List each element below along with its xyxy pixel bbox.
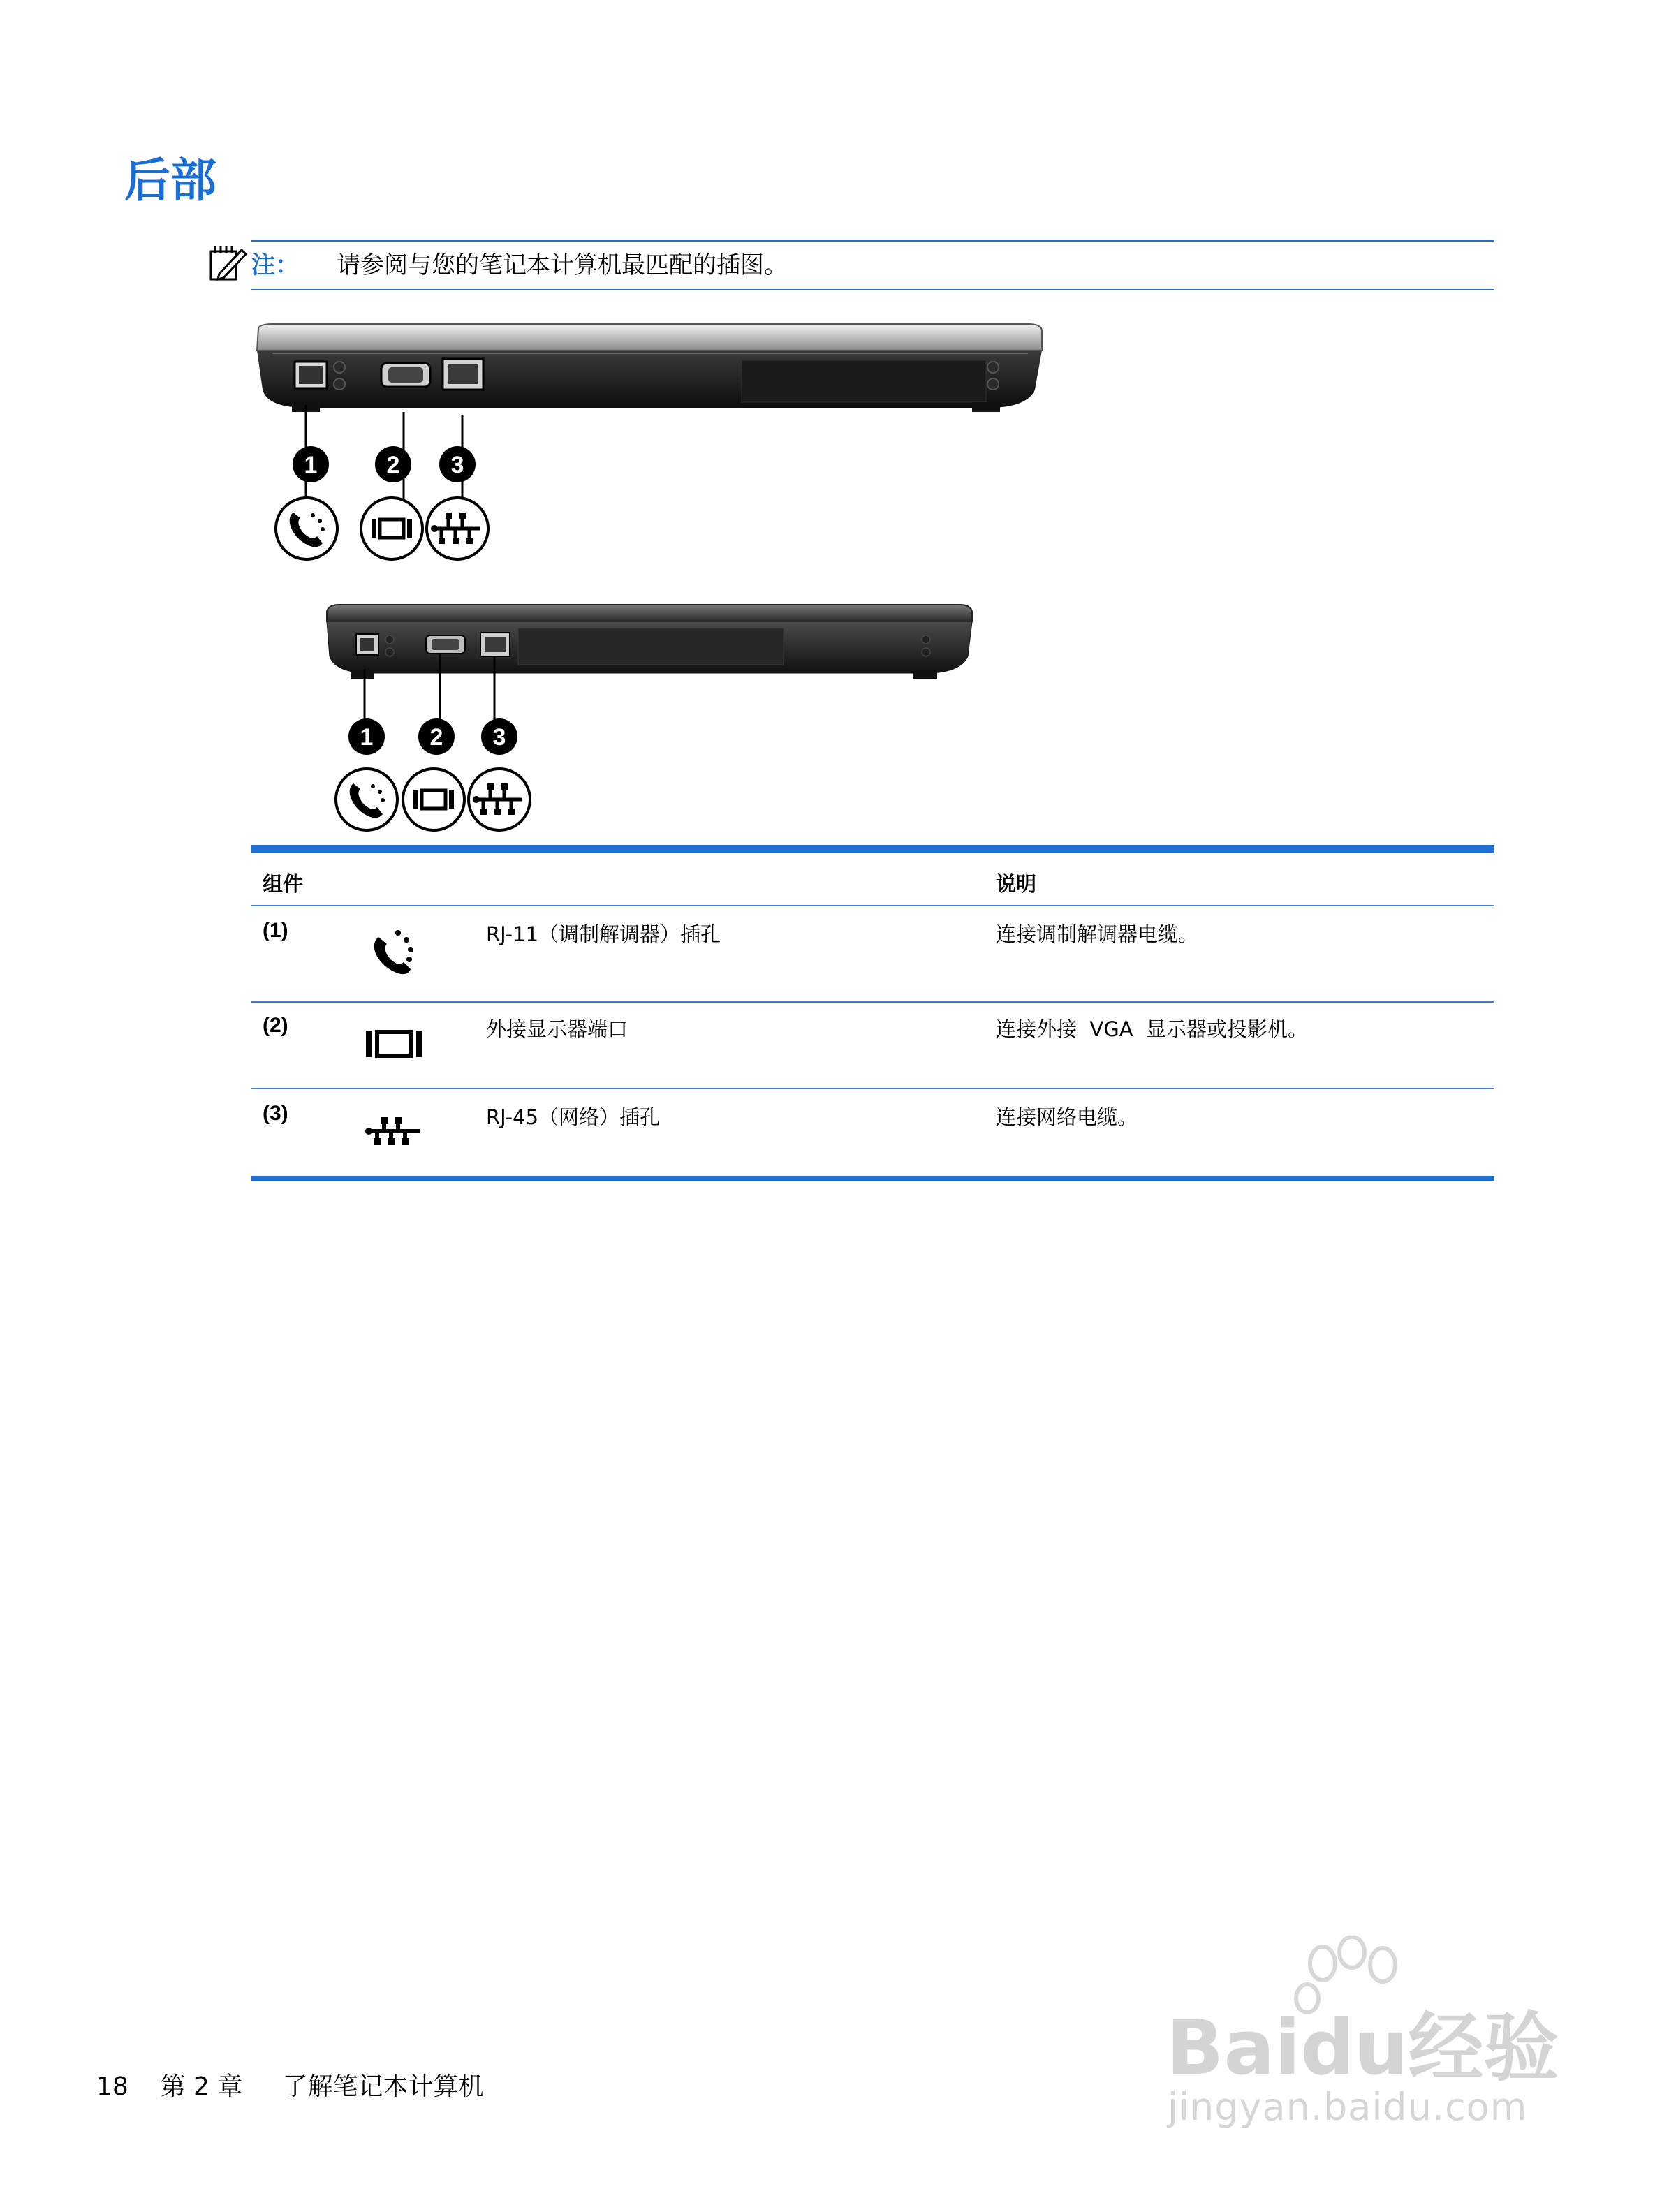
callout-1-fig2 [348,718,385,759]
table-row-rule [251,1088,1494,1089]
page-number: 18 [96,2072,128,2101]
chapter-label: 第 2 章 [160,2072,243,2101]
table-header-description: 说明 [996,872,1037,896]
row-number: (3) [263,1102,288,1125]
watermark-brand-b: du [1300,2005,1409,2092]
table-header-rule [251,905,1494,906]
row-number: (2) [263,1014,288,1037]
page-footer [96,2067,484,2102]
row-description: 连接调制解调器电缆。 [996,922,1199,946]
external-monitor-icon [365,1026,423,1065]
row-component-name: RJ-45（网络）插孔 [486,1105,661,1129]
callout-number: 1 [360,724,374,751]
table-top-bar [251,845,1494,853]
table-header-component: 组件 [263,872,304,896]
watermark-brand [1166,1987,1559,2095]
network-icon [365,1114,423,1151]
modem-phone-icon [274,496,339,565]
modem-phone-icon [367,924,426,984]
note-top-rule [251,240,1494,242]
callout-1-fig1 [292,445,330,487]
row-component-name: RJ-11（调制解调器）插孔 [486,922,721,946]
watermark-brand-c: 经验 [1408,2005,1559,2092]
external-monitor-icon [401,767,466,836]
callout-number: 1 [304,452,318,478]
callout-number: 3 [492,724,506,751]
callout-number: 3 [450,452,464,478]
table-row-rule [251,1001,1494,1003]
note-text: 请参阅与您的笔记本计算机最匹配的插图。 [337,251,788,279]
modem-phone-icon [334,767,399,836]
watermark-url: jingyan.baidu.com [1168,2085,1528,2129]
callout-number: 2 [386,452,400,478]
callout-2-fig2 [418,718,455,759]
network-icon [425,496,490,565]
watermark-brand-a: Bai [1166,2005,1301,2092]
row-number: (1) [263,919,288,942]
row-component-name: 外接显示器端口 [486,1017,628,1041]
section-title: 后部 [124,154,216,207]
callout-3-fig1 [439,445,476,487]
network-icon [466,767,532,836]
external-monitor-icon [359,496,425,565]
callout-2-fig1 [374,445,412,487]
chapter-title: 了解笔记本计算机 [282,2072,484,2101]
note-label: 注： [251,251,299,279]
laptop-rear-figure-1 [253,323,1046,420]
row-description: 连接网络电缆。 [996,1105,1138,1129]
row-description: 连接外接 VGA 显示器或投影机。 [996,1017,1309,1041]
table-bottom-bar [251,1176,1494,1181]
callout-3-fig2 [480,718,518,759]
laptop-rear-figure-2 [323,602,976,684]
note-pencil-icon [208,243,247,283]
callout-number: 2 [429,724,443,751]
note-bottom-rule [251,289,1494,290]
